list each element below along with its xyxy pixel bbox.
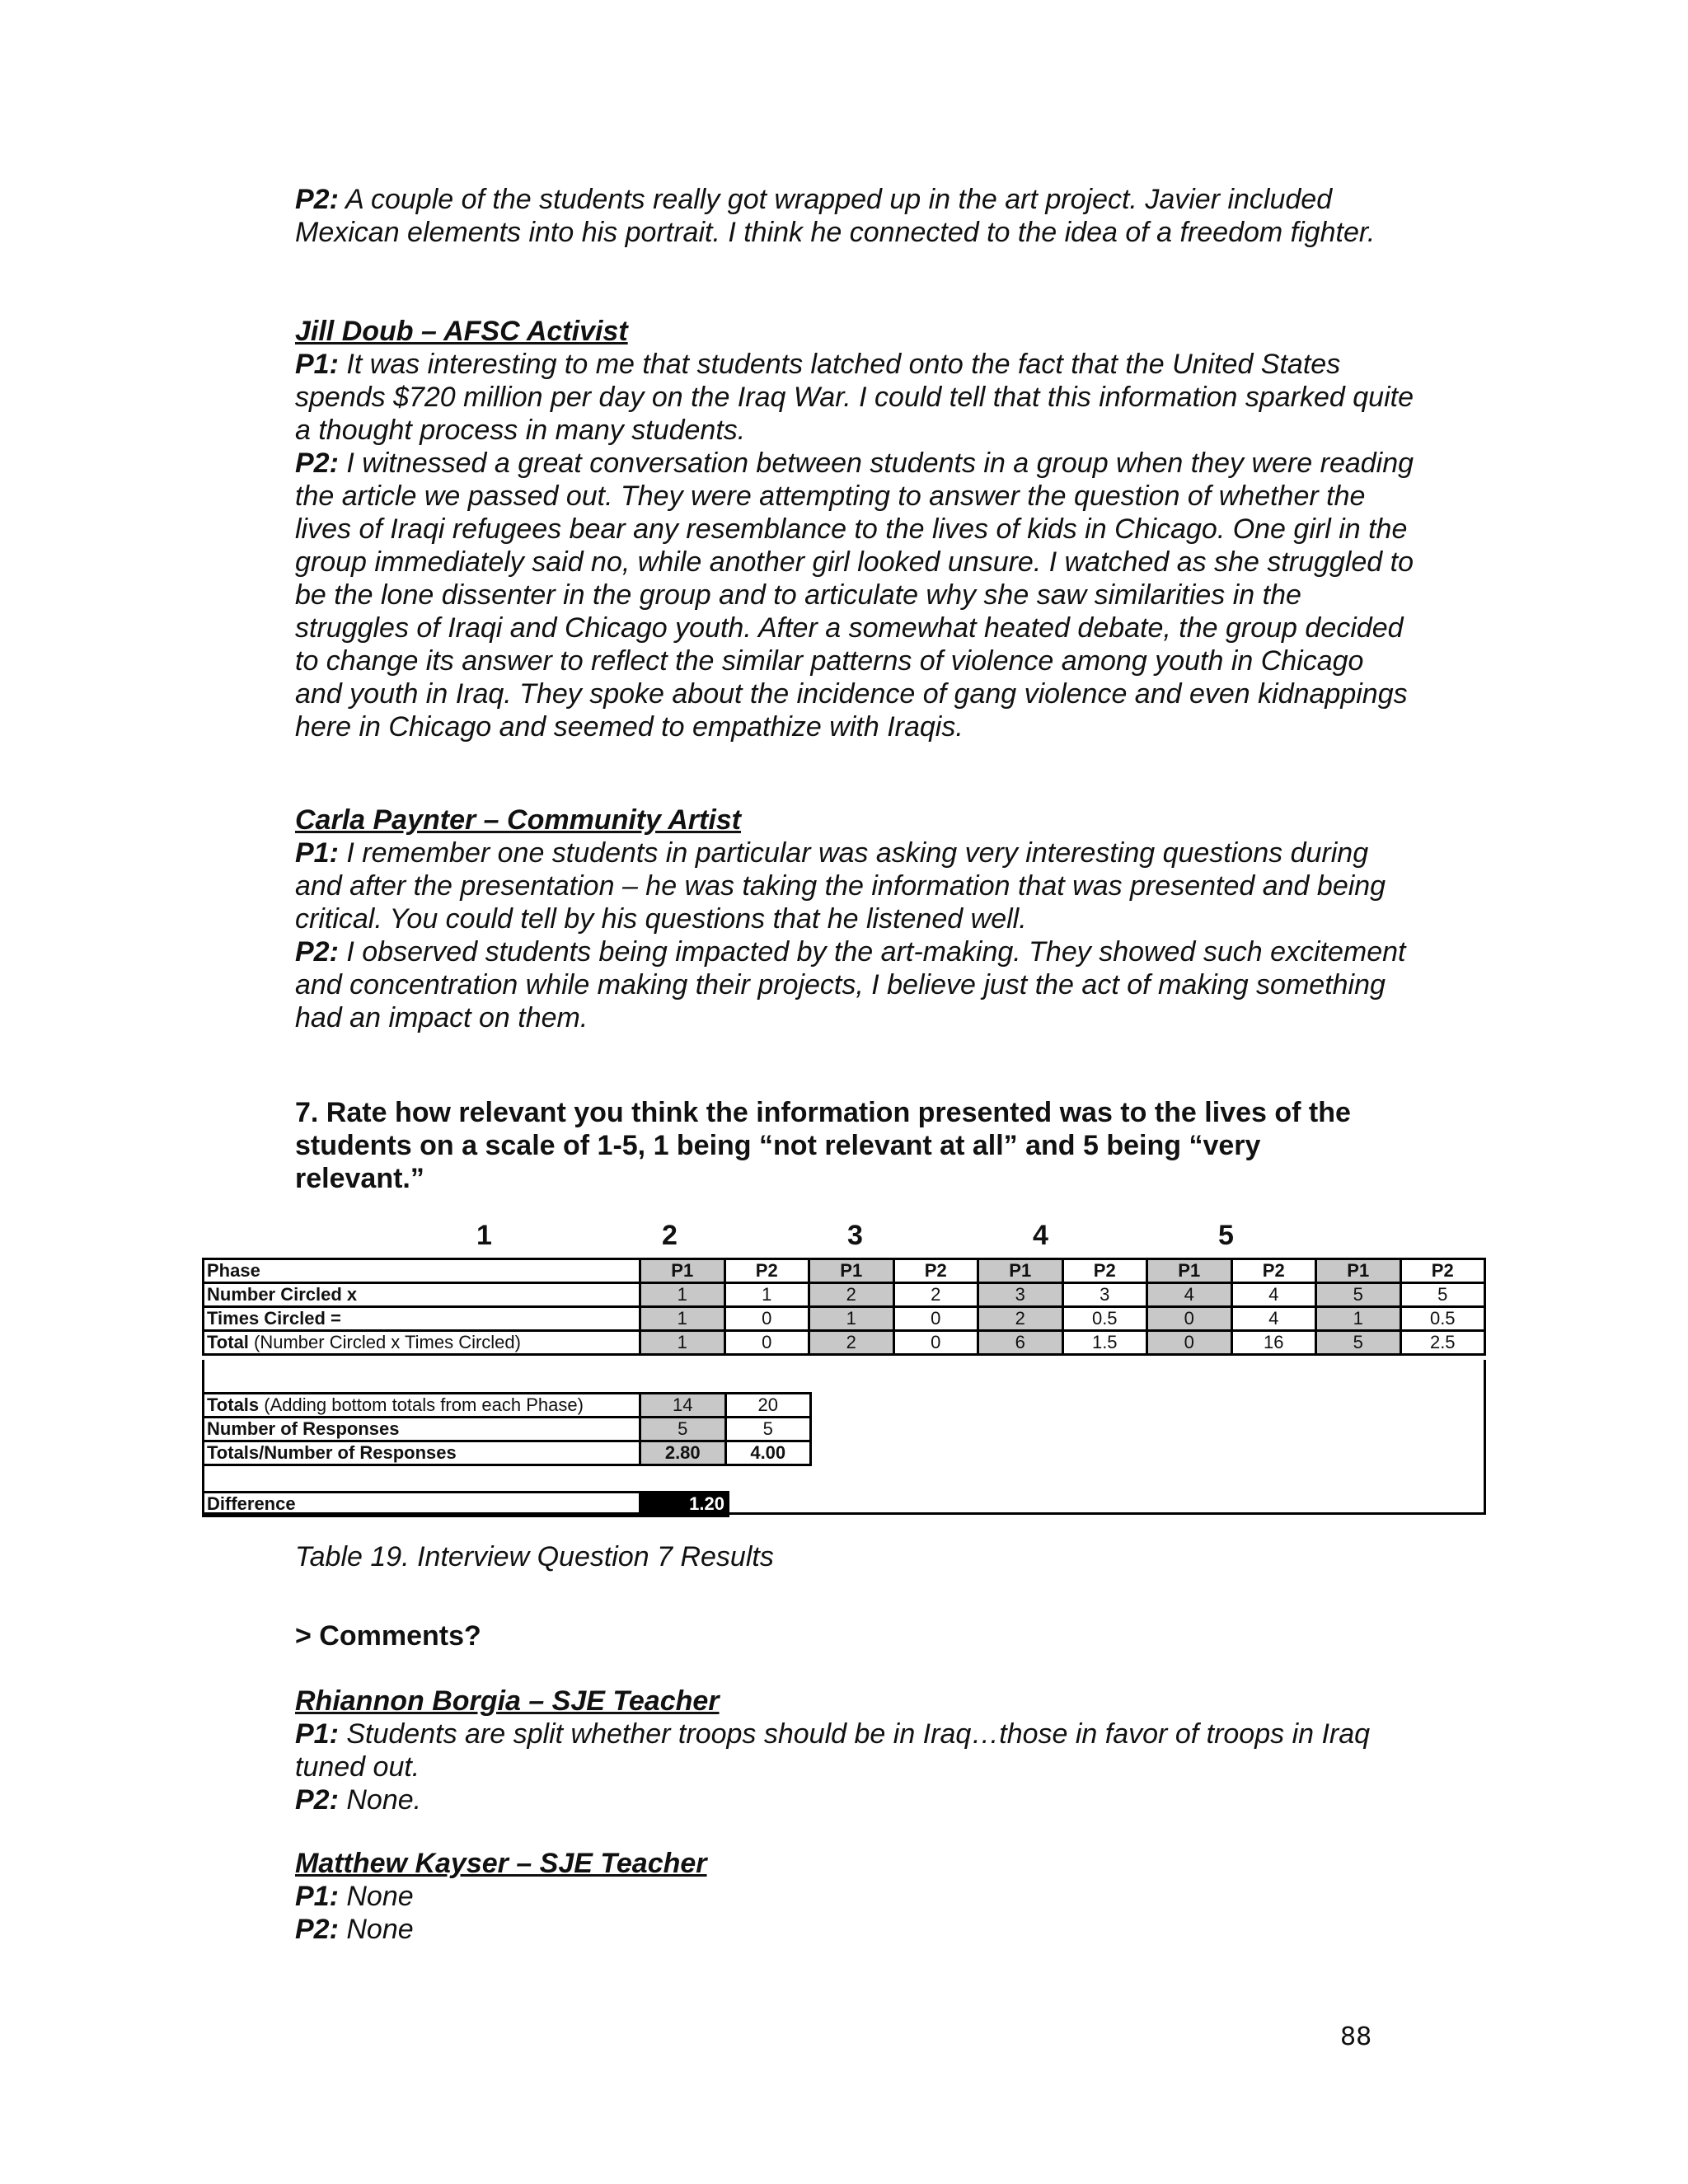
matthew-p2-text: None: [338, 1914, 414, 1945]
table-cell: 1: [724, 1283, 809, 1307]
p1-label: P1:: [295, 349, 339, 380]
rhiannon-p2: [295, 1783, 1416, 1816]
results-table: [202, 1258, 1486, 1356]
responses-row: [204, 1418, 811, 1441]
table-cell: 5: [1400, 1283, 1485, 1307]
carla-p1: [295, 837, 1416, 935]
page-number: 88: [1340, 2022, 1372, 2051]
phase-row: [204, 1259, 1485, 1283]
jill-p2-text: I witnessed a great conversation between students in a group when they were reading the article we passed out. They were attempting to answer the question of whether the lives of Iraqi refugees bear any resemblance to the lives of kids in Chicago. One girl in the group immediately said no, while another girl looked unsure. I watched as she struggled to be the lone dissenter in the group and to articulate why she saw similarities in the struggles of Iraqi and Chicago youth. After a somewhat heated debate, the group decided to change its answer to reflect the similar patterns of violence among youth in Chicago and youth in Iraq. They spoke about the incidence of gang violence and even kidnappings here in Chicago and seemed to empathize with Iraqis.: [295, 448, 1414, 743]
intro-section: [295, 183, 1416, 249]
phase-cell: P1: [640, 1259, 725, 1283]
ratio-row: [204, 1441, 811, 1465]
totals-table: [202, 1392, 812, 1466]
rhiannon-p1: [295, 1718, 1416, 1783]
matthew-heading: Matthew Kayser – SJE Teacher: [295, 1848, 707, 1879]
phase-cell: P1: [809, 1259, 894, 1283]
matthew-section: [295, 1847, 1416, 1946]
comments-prompt: > Comments?: [295, 1620, 481, 1652]
difference-label: Difference: [204, 1493, 640, 1516]
jill-p1-text: It was interesting to me that students latched onto the fact that the United States spends $720 million per day on the Iraq War. I could tell that this information sparked quite a thought process in many students.: [295, 349, 1414, 446]
intro-p2: [295, 183, 1416, 249]
number-circled-row: [204, 1283, 1485, 1307]
table-cell: 5: [1316, 1331, 1401, 1355]
rhiannon-p1-text: Students are split whether troops should be in Iraq…those in favor of troops in Iraq tuned out.: [295, 1718, 1371, 1783]
ratio-p2: 4.00: [725, 1441, 811, 1465]
matthew-p1-text: None: [338, 1881, 414, 1912]
totals-label: [204, 1394, 640, 1418]
table-cell: 3: [1062, 1283, 1147, 1307]
phase-label: Phase: [204, 1259, 640, 1283]
difference-table: [202, 1491, 729, 1517]
phase-cell: P2: [1400, 1259, 1485, 1283]
phase-cell: P2: [1231, 1259, 1316, 1283]
matthew-p1: [295, 1880, 1416, 1913]
table-cell: 4: [1147, 1283, 1232, 1307]
scale-5: 5: [1218, 1220, 1234, 1251]
times-circled-label: Times Circled =: [204, 1307, 640, 1331]
table-cell: 1: [640, 1283, 725, 1307]
phase-cell: P1: [1316, 1259, 1401, 1283]
carla-p2: [295, 935, 1416, 1034]
table-cell: 16: [1231, 1331, 1316, 1355]
phase-cell: P2: [724, 1259, 809, 1283]
table-cell: 2: [809, 1283, 894, 1307]
total-label-bold: Total: [207, 1332, 249, 1352]
carla-section: [295, 804, 1416, 1034]
question-7: 7. Rate how relevant you think the information presented was to the lives of the students on a scale of 1-5, 1 being “not relevant at all” and 5 being “very relevant.”: [295, 1097, 1351, 1194]
table-cell: 1: [640, 1331, 725, 1355]
p1-label: P1:: [295, 837, 339, 869]
p2-label: P2:: [295, 448, 339, 479]
intro-p2-text: A couple of the students really got wrapped up in the art project. Javier included Mexican elements into his portrait. I think he connected to the idea of a freedom fighter.: [295, 184, 1376, 248]
table-cell: 0: [724, 1331, 809, 1355]
jill-section: [295, 315, 1416, 743]
table-caption: Table 19. Interview Question 7 Results: [295, 1541, 774, 1572]
total-row: [204, 1331, 1485, 1355]
p2-label: P2:: [295, 1914, 339, 1945]
rhiannon-p2-text: None.: [338, 1784, 422, 1816]
totals-label-bold: Totals: [207, 1394, 260, 1415]
p2-label: P2:: [295, 936, 339, 968]
difference-value: 1.20: [640, 1493, 729, 1516]
p1-label: P1:: [295, 1881, 339, 1912]
jill-heading: Jill Doub – AFSC Activist: [295, 316, 628, 347]
table-cell: 2.5: [1400, 1331, 1485, 1355]
rating-scale: [0, 1220, 1688, 1256]
table-cell: 1: [640, 1307, 725, 1331]
times-circled-row: [204, 1307, 1485, 1331]
table-cell: 1: [809, 1307, 894, 1331]
table-cell: 6: [978, 1331, 1063, 1355]
scale-4: 4: [1033, 1220, 1048, 1251]
number-circled-label: Number Circled x: [204, 1283, 640, 1307]
carla-p2-text: I observed students being impacted by the art-making. They showed such excitement and concentration while making their projects, I believe just the act of making something had an impact on them.: [295, 936, 1406, 1033]
phase-cell: P1: [978, 1259, 1063, 1283]
table-cell: 0: [724, 1307, 809, 1331]
phase-cell: P1: [1147, 1259, 1232, 1283]
jill-p1: [295, 348, 1416, 447]
ratio-p1: 2.80: [640, 1441, 726, 1465]
table-cell: 1.5: [1062, 1331, 1147, 1355]
rhiannon-section: [295, 1685, 1416, 1816]
table-cell: 4: [1231, 1307, 1316, 1331]
table-cell: 2: [893, 1283, 978, 1307]
jill-p2: [295, 447, 1416, 743]
carla-heading: Carla Paynter – Community Artist: [295, 804, 741, 836]
totals-row: [204, 1394, 811, 1418]
table-cell: 0: [1147, 1331, 1232, 1355]
table-cell: 0.5: [1400, 1307, 1485, 1331]
totals-p2: 20: [725, 1394, 811, 1418]
table-cell: 0: [1147, 1307, 1232, 1331]
table-cell: 0: [893, 1307, 978, 1331]
scale-3: 3: [847, 1220, 863, 1251]
matthew-p2: [295, 1913, 1416, 1946]
ratio-label: Totals/Number of Responses: [204, 1441, 640, 1465]
table-cell: 1: [1316, 1307, 1401, 1331]
carla-p1-text: I remember one students in particular was asking very interesting questions during and after the presentation – he was taking the information that was presented and being critical. You could tell by his questions that he listened well.: [295, 837, 1386, 935]
table-cell: 2: [978, 1307, 1063, 1331]
total-label-rest: (Number Circled x Times Circled): [248, 1332, 521, 1352]
phase-cell: P2: [893, 1259, 978, 1283]
scale-1: 1: [476, 1220, 492, 1251]
responses-p2: 5: [725, 1418, 811, 1441]
phase-cell: P2: [1062, 1259, 1147, 1283]
p2-label: P2:: [295, 184, 339, 215]
table-cell: 3: [978, 1283, 1063, 1307]
p1-label: P1:: [295, 1718, 339, 1750]
scale-2: 2: [662, 1220, 678, 1251]
total-label: [204, 1331, 640, 1355]
totals-p1: 14: [640, 1394, 726, 1418]
table-cell: 0: [893, 1331, 978, 1355]
table-cell: 4: [1231, 1283, 1316, 1307]
table-cell: 2: [809, 1331, 894, 1355]
difference-row: [204, 1493, 729, 1516]
table-cell: 5: [1316, 1283, 1401, 1307]
responses-p1: 5: [640, 1418, 726, 1441]
table-cell: 0.5: [1062, 1307, 1147, 1331]
responses-label: Number of Responses: [204, 1418, 640, 1441]
p2-label: P2:: [295, 1784, 339, 1816]
rhiannon-heading: Rhiannon Borgia – SJE Teacher: [295, 1685, 720, 1717]
totals-label-rest: (Adding bottom totals from each Phase): [259, 1394, 584, 1415]
